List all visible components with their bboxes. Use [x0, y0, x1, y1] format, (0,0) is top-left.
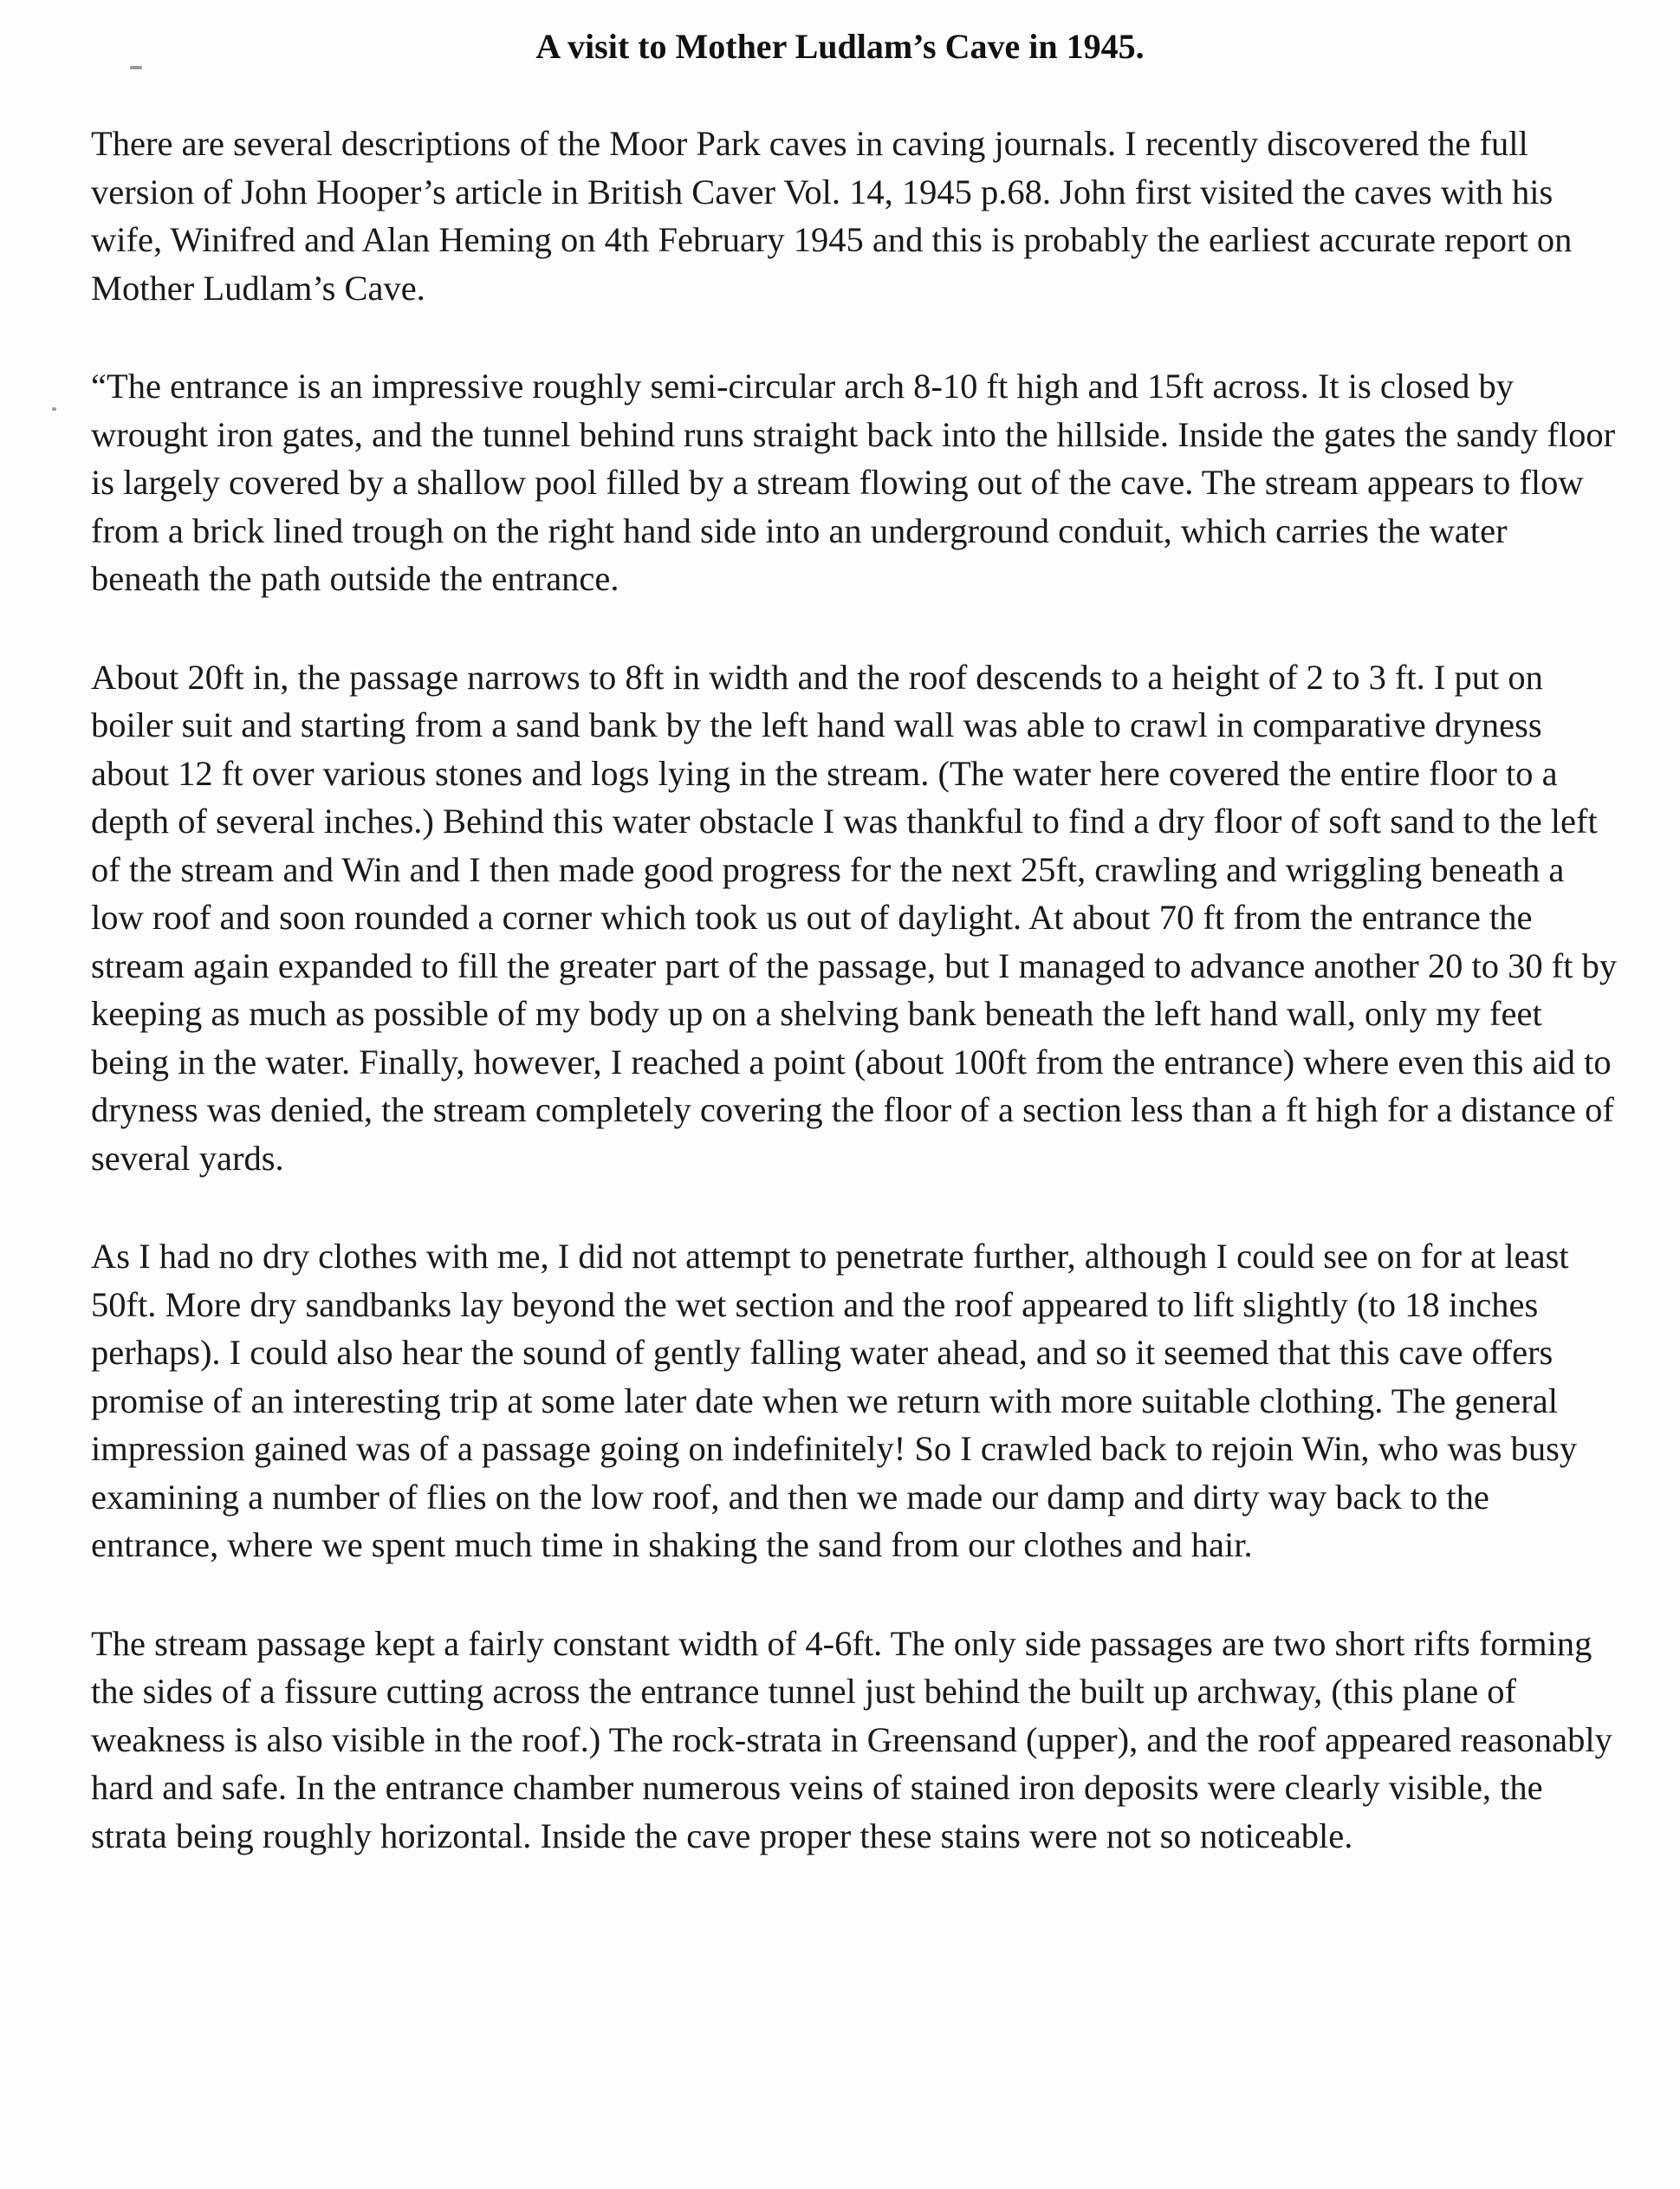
page-title: A visit to Mother Ludlam’s Cave in 1945.: [535, 27, 1145, 66]
paragraph-strata: The stream passage kept a fairly constant width of 4-6ft. The only side passages are two short rifts forming the sides of a fissure cutting across the entrance tunnel just behind the built up archway, (this plane of weakness is also visible in the roof.) The rock-strata in Greensand (upper), and the roof appeared reasonably hard and safe. In the entrance chamber numerous veins of stained iron deposits were clearly visible, the strata being roughly horizontal. Inside the cave proper these stains were not so noticeable.: [91, 1623, 1612, 1855]
scan-speck: [52, 407, 56, 411]
paragraph-entrance: “The entrance is an impressive roughly semi-circular arch 8-10 ft high and 15ft across. It is closed by wrought iron gates, and the tunnel behind runs straight back into the hillside. Inside the gates the sandy floor is largely covered by a shallow pool filled by a stream flowing out of the cave. The stream appears to flow from a brick lined trough on the right hand side into an underground conduit, which carries the water beneath the path outside the entrance.: [91, 367, 1616, 598]
article-body: [91, 120, 1625, 1910]
paragraph-passage: About 20ft in, the passage narrows to 8ft in width and the roof descends to a height of 2 to 3 ft. I put on boiler suit and starting from a sand bank by the left hand wall was able to crawl in comparative dryness about 12 ft over various stones and logs lying in the stream. (The water here covered the entire floor to a depth of several inches.) Behind this water obstacle I was thankful to find a dry floor of soft sand to the left of the stream and Win and I then made good progress for the next 25ft, crawling and wriggling beneath a low roof and soon rounded a corner which took us out of daylight. At about 70 ft from the entrance the stream again expanded to fill the greater part of the passage, but I managed to advance another 20 to 30 ft by keeping as much as possible of my body up on a shelving bank beneath the left hand wall, only my feet being in the water. Finally, however, I reached a point (about 100ft from the entrance) where even this aid to dryness was denied, the stream completely covering the floor of a section less than a ft high for a distance of several yards.: [91, 657, 1618, 1178]
paragraph-return: As I had no dry clothes with me, I did not attempt to penetrate further, although I could see on for at least 50ft. More dry sandbanks lay beyond the wet section and the roof appeared to lift slightly (to 18 inches perhaps). I could also hear the sound of gently falling water ahead, and so it seemed that this cave offers promise of an interesting trip at some later date when we return with more suitable clothing. The general impression gained was of a passage going on indefinitely! So I crawled back to rejoin Win, who was busy examining a number of flies on the low roof, and then we made our damp and dirty way back to the entrance, where we spent much time in shaking the sand from our clothes and hair.: [91, 1237, 1578, 1564]
paragraph-intro: There are several descriptions of the Moor Park caves in caving journals. I recently discovered the full version of John Hooper’s article in British Caver Vol. 14, 1945 p.68. John first visited the caves with his wife, Winifred and Alan Heming on 4th February 1945 and this is probably the earliest accurate report on Mother Ludlam’s Cave.: [91, 124, 1573, 308]
